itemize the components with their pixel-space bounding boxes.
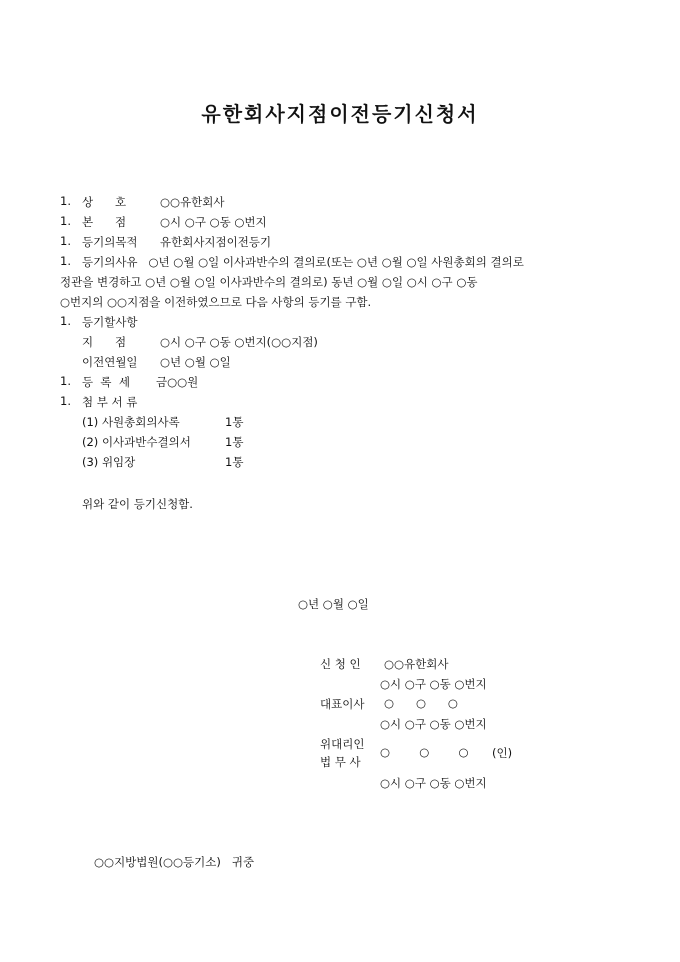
head-office-value: ○시 ○구 ○동 ○번지 bbox=[160, 215, 267, 229]
representative-label: 대표이사 bbox=[320, 697, 365, 711]
document-title: 유한회사지점이전등기신청서 bbox=[201, 102, 479, 126]
agent-label: 위대리인 bbox=[320, 737, 365, 751]
matters-label: 등기할사항 bbox=[82, 315, 138, 329]
purpose-value: 유한회사지점이전등기 bbox=[160, 235, 272, 249]
item-number: 1. bbox=[60, 374, 71, 388]
purpose-label: 등기의목적 bbox=[82, 235, 138, 249]
relocation-date-value: ○년 ○월 ○일 bbox=[160, 355, 231, 369]
branch-value: ○시 ○구 ○동 ○번지(○○지점) bbox=[160, 335, 318, 349]
item-number: 1. bbox=[60, 214, 71, 228]
attachment-count: 1통 bbox=[225, 435, 244, 449]
company-name-label: 상 호 bbox=[82, 195, 127, 209]
attachment-item: (3) 위임장 bbox=[82, 455, 136, 469]
closing-statement: 위와 같이 등기신청함. bbox=[82, 497, 193, 511]
item-number: 1. bbox=[60, 194, 71, 208]
reason-line-1: 등기의사유 ○년 ○월 ○일 이사과반수의 결의로(또는 ○년 ○월 ○일 사원총회의 결의로 bbox=[82, 255, 524, 269]
item-number: 1. bbox=[60, 394, 71, 408]
item-number: 1. bbox=[60, 234, 71, 248]
company-name-value: ○○유한회사 bbox=[160, 195, 225, 209]
application-date: ○년 ○월 ○일 bbox=[298, 597, 369, 611]
branch-label: 지 점 bbox=[82, 335, 127, 349]
attachment-count: 1통 bbox=[225, 455, 244, 469]
item-number: 1. bbox=[60, 254, 71, 268]
attorney-label: 법 무 사 bbox=[320, 755, 361, 769]
item-number: 1. bbox=[60, 314, 71, 328]
recipient-court: ○○지방법원(○○등기소) 귀중 bbox=[94, 855, 255, 869]
applicant-label: 신 청 인 bbox=[320, 657, 361, 671]
attachments-label: 첨 부 서 류 bbox=[82, 395, 138, 409]
agent-address: ○시 ○구 ○동 ○번지 bbox=[380, 776, 487, 790]
reason-line-3: ○번지의 ○○지점을 이전하였으므로 다음 사항의 등기를 구함. bbox=[60, 295, 372, 309]
relocation-date-label: 이전연월일 bbox=[82, 355, 138, 369]
applicant-address: ○시 ○구 ○동 ○번지 bbox=[380, 677, 487, 691]
attachment-item: (2) 이사과반수결의서 bbox=[82, 435, 191, 449]
applicant-name: ○○유한회사 bbox=[384, 657, 449, 671]
agent-name: ○ ○ ○ bbox=[380, 745, 469, 759]
registration-tax-value: 금○○원 bbox=[156, 375, 199, 389]
reason-line-2: 정관을 변경하고 ○년 ○월 ○일 이사과반수의 결의로) 동년 ○월 ○일 ○시 ○구 ○동 bbox=[60, 275, 478, 289]
head-office-label: 본 점 bbox=[82, 215, 127, 229]
attachment-item: (1) 사원총회의사록 bbox=[82, 415, 180, 429]
attachment-count: 1통 bbox=[225, 415, 244, 429]
representative-address: ○시 ○구 ○동 ○번지 bbox=[380, 717, 487, 731]
registration-tax-label: 등 록 세 bbox=[82, 375, 130, 389]
seal-mark: (인) bbox=[492, 746, 513, 760]
representative-name: ○ ○ ○ bbox=[384, 696, 458, 710]
